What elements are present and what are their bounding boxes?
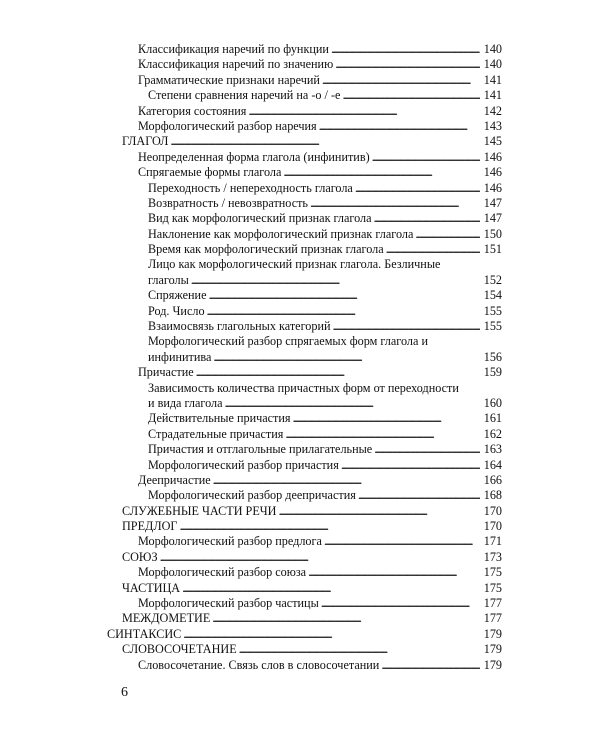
toc-entry-page: 150: [483, 226, 502, 241]
toc-entry-title: Классификация наречий по функции: [138, 41, 329, 56]
table-of-contents: [0, 42, 600, 673]
toc-entry-page: 143: [483, 118, 502, 133]
toc-entry: [148, 381, 502, 396]
toc-entry-page: 160: [483, 395, 502, 410]
toc-entry-page: 164: [483, 457, 502, 472]
toc-entry-title: Морфологический разбор спрягаемых форм глагола и: [148, 334, 428, 349]
toc-leader-dots: [374, 442, 480, 457]
toc-entry-page: 173: [483, 549, 502, 564]
toc-entry: [148, 257, 502, 272]
toc-entry-title: Наклонение как морфологический признак глагола: [148, 226, 414, 241]
toc-entry: [148, 411, 502, 426]
toc-entry-title: Возвратность / невозвратность: [148, 195, 308, 210]
toc-entry-page: 146: [483, 165, 502, 180]
toc-entry-title: Действительные причастия: [148, 411, 291, 426]
toc-entry-page: 142: [483, 103, 502, 118]
toc-entry-page: 166: [483, 472, 502, 487]
toc-entry-page: 162: [483, 426, 502, 441]
toc-entry: [148, 88, 502, 103]
toc-entry-page: 145: [483, 134, 502, 149]
toc-leader-dots: [182, 581, 480, 596]
toc-entry: [122, 519, 502, 534]
toc-entry: [122, 581, 502, 596]
toc-leader-dots: [341, 458, 480, 473]
toc-entry-title: СОЮЗ: [122, 549, 158, 564]
toc-leader-dots: [381, 658, 479, 673]
toc-entry: [148, 396, 502, 411]
toc-entry-title: Морфологический разбор причастия: [148, 457, 339, 472]
toc-leader-dots: [212, 611, 479, 626]
toc-leader-dots: [196, 365, 480, 380]
toc-entry: [107, 627, 502, 642]
toc-entry-title: Морфологический разбор союза: [138, 565, 307, 580]
toc-leader-dots: [386, 242, 480, 257]
toc-entry: [148, 319, 502, 334]
toc-entry-title: Род. Число: [148, 303, 205, 318]
toc-leader-dots: [321, 596, 480, 611]
toc-entry-title: и вида глагола: [148, 395, 223, 410]
toc-entry-title: инфинитива: [148, 349, 212, 364]
toc-leader-dots: [179, 519, 479, 534]
toc-entry: [148, 427, 502, 442]
toc-entry-page: 179: [483, 626, 502, 641]
toc-entry-page: 156: [483, 349, 502, 364]
toc-leader-dots: [374, 211, 480, 226]
toc-entry: [148, 304, 502, 319]
toc-entry-page: 146: [483, 149, 502, 164]
toc-entry-title: Спрягаемые формы глагола: [138, 165, 282, 180]
toc-entry: [138, 57, 502, 72]
toc-entry-title: Классификация наречий по значению: [138, 57, 334, 72]
toc-entry-page: 152: [483, 272, 502, 287]
toc-entry-title: Переходность / непереходность глагола: [148, 180, 353, 195]
toc-entry-title: Время как морфологический признак глагола: [148, 242, 384, 257]
toc-entry-page: 177: [483, 596, 502, 611]
toc-entry: [122, 611, 502, 626]
toc-leader-dots: [248, 104, 479, 119]
toc-entry-title: Взаимосвязь глагольных категорий: [148, 319, 331, 334]
toc-entry: [148, 288, 502, 303]
page-number: 6: [121, 685, 128, 700]
toc-entry-page: 179: [483, 657, 502, 672]
toc-entry-title: ПРЕДЛОГ: [122, 519, 178, 534]
toc-entry-title: Морфологический разбор предлога: [138, 534, 322, 549]
toc-leader-dots: [239, 642, 480, 657]
toc-entry-page: 155: [483, 319, 502, 334]
toc-entry-page: 179: [483, 642, 502, 657]
toc-leader-dots: [283, 165, 479, 180]
toc-leader-dots: [322, 73, 480, 88]
toc-leader-dots: [183, 627, 479, 642]
toc-entry-page: 154: [483, 288, 502, 303]
toc-entry: [138, 535, 502, 550]
toc-entry-page: 146: [483, 180, 502, 195]
toc-entry-page: 141: [483, 88, 502, 103]
toc-entry-page: 141: [483, 72, 502, 87]
toc-leader-dots: [331, 42, 480, 57]
toc-entry-title: глаголы: [148, 272, 189, 287]
toc-leader-dots: [335, 57, 480, 72]
toc-entry: [138, 365, 502, 380]
toc-entry: [148, 458, 502, 473]
toc-leader-dots: [293, 411, 480, 426]
toc-leader-dots: [213, 350, 479, 365]
toc-entry-title: Степени сравнения наречий на -о / -е: [148, 88, 341, 103]
toc-entry-page: 170: [483, 519, 502, 534]
toc-entry-title: Причастия и отглагольные прилагательные: [148, 442, 373, 457]
toc-leader-dots: [342, 88, 479, 103]
toc-entry-title: Словосочетание. Связь слов в словосочетании: [138, 657, 380, 672]
toc-entry-title: ЧАСТИЦА: [122, 580, 181, 595]
toc-entry-page: 171: [483, 534, 502, 549]
toc-entry-title: Лицо как морфологический признак глагола. Безличные: [148, 257, 441, 272]
toc-entry-title: Страдательные причастия: [148, 426, 284, 441]
toc-entry-page: 163: [483, 442, 502, 457]
toc-leader-dots: [324, 534, 480, 549]
toc-entry: [138, 104, 502, 119]
toc-entry-page: 140: [483, 57, 502, 72]
toc-entry-page: 147: [483, 195, 502, 210]
toc-entry-title: Неопределенная форма глагола (инфинитив): [138, 149, 370, 164]
toc-entry-title: МЕЖДОМЕТИЕ: [122, 611, 211, 626]
toc-leader-dots: [333, 319, 480, 334]
toc-entry: [138, 165, 502, 180]
toc-leader-dots: [310, 196, 480, 211]
toc-entry-page: 147: [483, 211, 502, 226]
toc-entry: [148, 488, 502, 503]
toc-entry-title: Морфологический разбор деепричастия: [148, 488, 356, 503]
toc-entry: [138, 658, 502, 673]
toc-entry: [148, 334, 502, 349]
toc-entry-title: Морфологический разбор частицы: [138, 596, 319, 611]
toc-entry-title: ГЛАГОЛ: [122, 134, 169, 149]
toc-entry: [148, 196, 502, 211]
toc-leader-dots: [415, 227, 479, 242]
toc-leader-dots: [208, 288, 479, 303]
toc-entry-title: СЛУЖЕБНЫЕ ЧАСТИ РЕЧИ: [122, 503, 277, 518]
toc-entry-page: 140: [483, 41, 502, 56]
toc-entry-page: 151: [483, 242, 502, 257]
toc-leader-dots: [160, 550, 480, 565]
toc-entry-title: СЛОВОСОЧЕТАНИЕ: [122, 642, 237, 657]
toc-leader-dots: [213, 473, 480, 488]
toc-entry: [148, 273, 502, 288]
toc-entry-title: Категория состояния: [138, 103, 247, 118]
toc-entry: [148, 181, 502, 196]
toc-leader-dots: [372, 150, 480, 165]
toc-leader-dots: [285, 427, 479, 442]
toc-entry: [138, 565, 502, 580]
toc-entry-title: Грамматические признаки наречий: [138, 72, 320, 87]
toc-entry-page: 159: [483, 365, 502, 380]
toc-entry-page: 155: [483, 303, 502, 318]
toc-entry: [138, 596, 502, 611]
toc-entry: [122, 642, 502, 657]
toc-entry: [148, 211, 502, 226]
toc-entry: [148, 227, 502, 242]
toc-entry-page: 170: [483, 503, 502, 518]
toc-entry: [122, 134, 502, 149]
toc-leader-dots: [308, 565, 480, 580]
toc-leader-dots: [207, 304, 480, 319]
toc-leader-dots: [358, 488, 480, 503]
toc-entry-title: Спряжение: [148, 288, 207, 303]
toc-leader-dots: [191, 273, 480, 288]
toc-entry: [122, 550, 502, 565]
toc-entry-page: 175: [483, 580, 502, 595]
toc-entry: [138, 42, 502, 57]
toc-leader-dots: [279, 504, 480, 519]
toc-entry: [148, 442, 502, 457]
toc-entry-title: Вид как морфологический признак глагола: [148, 211, 372, 226]
toc-entry: [148, 350, 502, 365]
toc-entry: [148, 242, 502, 257]
toc-entry: [122, 504, 502, 519]
toc-entry: [138, 119, 502, 134]
toc-entry: [138, 150, 502, 165]
toc-entry-page: 177: [483, 611, 502, 626]
toc-entry-page: 168: [483, 488, 502, 503]
toc-leader-dots: [170, 134, 479, 149]
toc-leader-dots: [319, 119, 480, 134]
toc-leader-dots: [355, 181, 480, 196]
toc-entry: [138, 73, 502, 88]
toc-entry-title: Деепричастие: [138, 472, 211, 487]
toc-entry-page: 175: [483, 565, 502, 580]
toc-entry-title: Морфологический разбор наречия: [138, 118, 317, 133]
toc-entry-title: Причастие: [138, 365, 194, 380]
toc-entry: [138, 473, 502, 488]
toc-entry-page: 161: [483, 411, 502, 426]
toc-leader-dots: [225, 396, 480, 411]
toc-entry-title: СИНТАКСИС: [107, 626, 182, 641]
toc-entry-title: Зависимость количества причастных форм от переходности: [148, 380, 459, 395]
